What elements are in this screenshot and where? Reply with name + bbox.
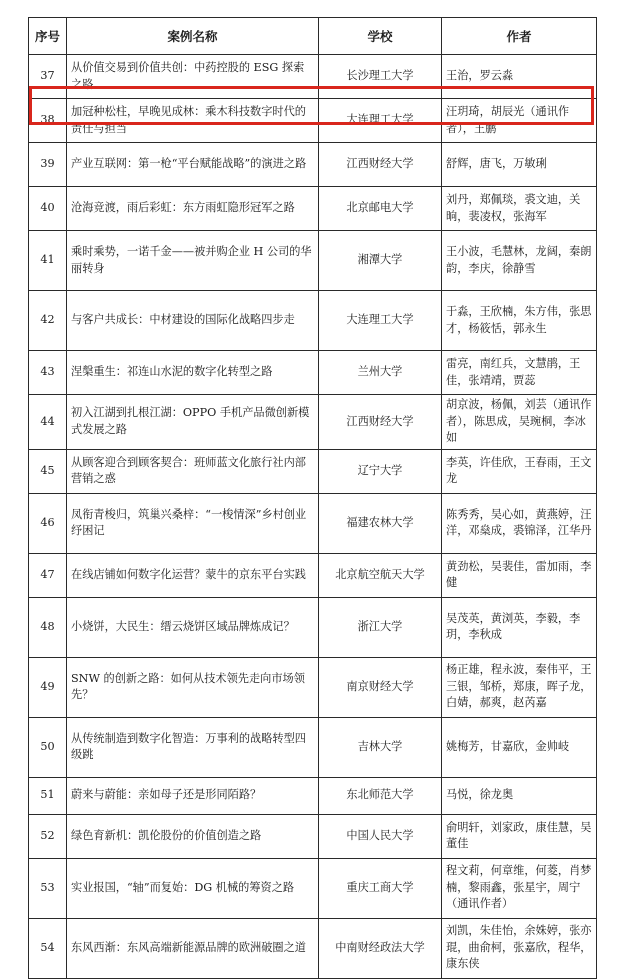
header-authors: 作者 [442, 18, 597, 55]
case-school: 江西财经大学 [319, 395, 442, 450]
case-number: 42 [29, 291, 67, 351]
case-number: 45 [29, 449, 67, 493]
case-school: 东北师范大学 [319, 777, 442, 814]
table-row [29, 657, 597, 717]
case-school: 长沙理工大学 [319, 55, 442, 99]
table-row [29, 231, 597, 291]
table-row [29, 777, 597, 814]
table-row [29, 597, 597, 657]
case-number: 51 [29, 777, 67, 814]
table-row [29, 351, 597, 395]
case-number: 53 [29, 858, 67, 918]
table-row [29, 291, 597, 351]
case-school: 吉林大学 [319, 717, 442, 777]
case-number: 49 [29, 657, 67, 717]
case-number: 50 [29, 717, 67, 777]
table-row [29, 858, 597, 918]
case-school: 中南财经政法大学 [319, 918, 442, 978]
case-number: 37 [29, 55, 67, 99]
case-school: 江西财经大学 [319, 143, 442, 187]
case-number: 41 [29, 231, 67, 291]
table-row [29, 187, 597, 231]
case-school: 北京航空航天大学 [319, 553, 442, 597]
case-school: 北京邮电大学 [319, 187, 442, 231]
table-row [29, 143, 597, 187]
case-authors: 汪玥琦，胡辰光（通讯作者），王鹏 [442, 99, 597, 143]
case-number: 52 [29, 814, 67, 858]
case-school: 中国人民大学 [319, 814, 442, 858]
case-authors: 胡京波，杨佩，刘芸（通讯作者），陈思成，吴琬桐，李冰如 [442, 395, 597, 450]
case-authors: 于淼，王欣楠，朱方伟，张思才，杨筱恬，郭永生 [442, 291, 597, 351]
header-title: 案例名称 [67, 18, 319, 55]
case-title: 在线店铺如何数字化运营？蒙牛的京东平台实践 [67, 553, 319, 597]
case-number: 38 [29, 99, 67, 143]
case-title: 小烧饼，大民生：缙云烧饼区域品牌炼成记？ [67, 597, 319, 657]
table-row [29, 814, 597, 858]
case-title: 东风西渐：东风高端新能源品牌的欧洲破圈之道 [67, 918, 319, 978]
table-row [29, 99, 597, 143]
case-school: 福建农林大学 [319, 493, 442, 553]
case-school: 辽宁大学 [319, 449, 442, 493]
case-number: 48 [29, 597, 67, 657]
case-school: 湘潭大学 [319, 231, 442, 291]
case-title: 从价值交易到价值共创：中药控股的 ESG 探索之路 [67, 55, 319, 99]
case-school: 重庆工商大学 [319, 858, 442, 918]
case-title: 沧海竞渡，雨后彩虹：东方雨虹隐形冠军之路 [67, 187, 319, 231]
case-authors: 吴茂英，黄浏英，李毅，李玥，李秋成 [442, 597, 597, 657]
header-no: 序号 [29, 18, 67, 55]
case-number: 44 [29, 395, 67, 450]
case-title: 加冠种松柱，早晚见成林：乘木科技数字时代的责任与担当 [67, 99, 319, 143]
case-authors: 李英，许佳欣，王春雨，王文龙 [442, 449, 597, 493]
case-authors: 刘凯，朱佳怡，余姝婷，张亦琨，曲俞柯，张嘉欣，程华，康东侠 [442, 918, 597, 978]
case-title: 蔚来与蔚能：亲如母子还是形同陌路？ [67, 777, 319, 814]
case-number: 43 [29, 351, 67, 395]
case-title: 凤衔青梭归，筑巢兴桑梓：“一梭情深”乡村创业纾困记 [67, 493, 319, 553]
case-authors: 黄劲松，吴裴佳，雷加雨，李健 [442, 553, 597, 597]
case-title: 绿色育新机：凯伦股份的价值创造之路 [67, 814, 319, 858]
case-school: 大连理工大学 [319, 291, 442, 351]
case-title: 涅槃重生：祁连山水泥的数字化转型之路 [67, 351, 319, 395]
case-authors: 刘丹，郑佩琰，裘文迪，关晌，裴凌权，张海军 [442, 187, 597, 231]
case-title: 产业互联网：第一枪“平台赋能战略”的演进之路 [67, 143, 319, 187]
table-row [29, 395, 597, 450]
table-row [29, 717, 597, 777]
case-number: 39 [29, 143, 67, 187]
case-authors: 王治，罗云淼 [442, 55, 597, 99]
table-header-row [29, 18, 597, 55]
case-school: 大连理工大学 [319, 99, 442, 143]
case-title: 初入江湖到扎根江湖：OPPO 手机产品微创新模式发展之路 [67, 395, 319, 450]
case-title: 从传统制造到数字化智造：万事利的战略转型四级跳 [67, 717, 319, 777]
case-authors: 马悦，徐龙奥 [442, 777, 597, 814]
case-authors: 王小波，毛慧林，龙阔，秦朗韵，李庆，徐静雪 [442, 231, 597, 291]
case-number: 46 [29, 493, 67, 553]
header-school: 学校 [319, 18, 442, 55]
case-authors: 程文莉，何章维，何菱，肖梦楠，黎雨鑫，张星宇，周宁（通讯作者） [442, 858, 597, 918]
case-table [28, 17, 597, 979]
table-row [29, 55, 597, 99]
case-authors: 舒辉，唐飞，万敏琍 [442, 143, 597, 187]
case-title: SNW 的创新之路：如何从技术领先走向市场领先？ [67, 657, 319, 717]
case-school: 南京财经大学 [319, 657, 442, 717]
table-row [29, 449, 597, 493]
table-row [29, 493, 597, 553]
table-row [29, 553, 597, 597]
case-title: 与客户共成长：中材建设的国际化战略四步走 [67, 291, 319, 351]
case-authors: 雷亮，南红兵，文慧鹃，王佳，张靖靖，贾蕊 [442, 351, 597, 395]
case-school: 浙江大学 [319, 597, 442, 657]
case-authors: 陈秀秀，吴心如，黄燕婷，汪洋，邓燊成，裘锦泽，江华丹 [442, 493, 597, 553]
case-number: 54 [29, 918, 67, 978]
table-row [29, 918, 597, 978]
case-school: 兰州大学 [319, 351, 442, 395]
case-number: 40 [29, 187, 67, 231]
case-title: 实业报国，“轴”而复始：DG 机械的筹资之路 [67, 858, 319, 918]
case-authors: 姚梅芳，甘嘉欣，金帅岐 [442, 717, 597, 777]
case-title: 从顾客迎合到顾客契合：班师蓝文化旅行社内部营销之惑 [67, 449, 319, 493]
case-title: 乘时乘势，一诺千金——被并购企业 H 公司的华丽转身 [67, 231, 319, 291]
case-authors: 杨正雄，程永波，秦伟平，王三银，邹桥，郑康，晖子龙，白婧，郝爽，赵芮嘉 [442, 657, 597, 717]
case-authors: 俞明轩，刘家政，康佳慧，吴董佳 [442, 814, 597, 858]
case-number: 47 [29, 553, 67, 597]
